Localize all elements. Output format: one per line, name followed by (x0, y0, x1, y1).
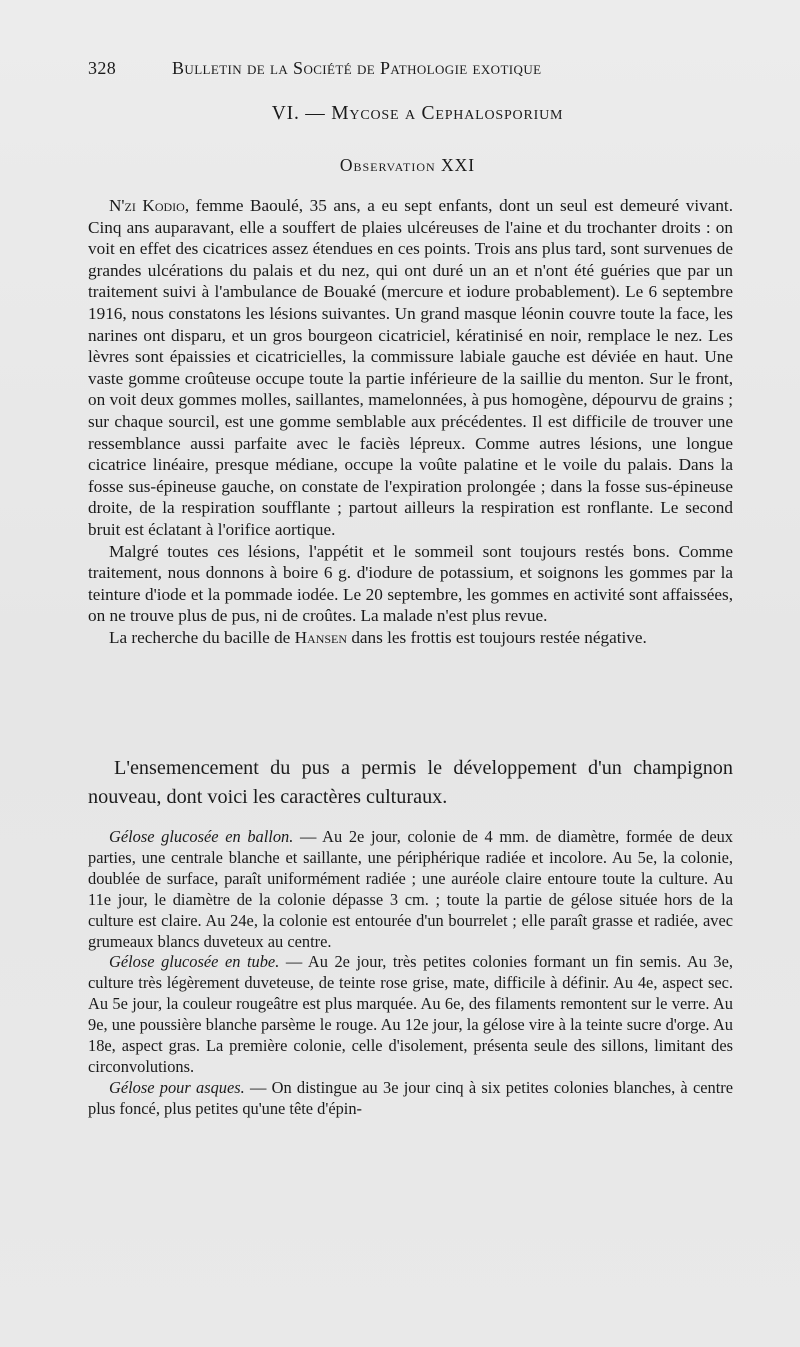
culture-asques-paragraph (88, 1078, 733, 1120)
culture-asques-text: — On distingue au 3e jour cinq à six petites colonies blanches, à centre plus foncé, plus petites qu'une tête d'épin- (88, 1077, 733, 1118)
page-number: 328 (88, 58, 117, 78)
case-paragraph-1 (88, 195, 733, 541)
culture-ballon-text: — Au 2e jour, colonie de 4 mm. de diamètre, formée de deux parties, une centrale blanche et saillante, une périphérique radiée et incolore. Au 5e, la colonie, doublée de surface, paraît uniformément radiée ; une auréole claire entoure toute la culture. Au 11e jour, le diamètre de la colonie dépasse 3 cm. ; toute la partie de gélose située hors de la culture est claire. Au 24e, la colonie est entourée d'un bourrelet ; elle paraît grasse et radiée, avec grumeaux blancs duveteux au centre. (88, 827, 733, 951)
culture-tube-text: — Au 2e jour, très petites colonies formant un fin semis. Au 3e, culture très légèrement duveteuse, de teinte rose grise, mate, difficile à définir. Au 4e, aspect sec. Au 5e jour, la couleur rougeâtre est plus marquée. Au 6e, des filaments remontent sur le verre. Au 9e, une poussière blanche parsème le rouge. Au 12e jour, la gélose vire à la teinte sucre d'orge. Au 18e, aspect gras. La première colonie, celle d'isolement, présenta seule des sillons, limitant des circonvolutions. (88, 952, 733, 1076)
culture-ballon-paragraph (88, 827, 733, 952)
journal-title: Bulletin de la Société de Pathologie exotique (172, 58, 542, 78)
case-paragraph-3-text-b: dans les frottis est toujours restée négative. (347, 627, 647, 647)
culture-ballon-label: Gélose glucosée en ballon. (109, 827, 294, 846)
hansen-name: Hansen (294, 627, 348, 647)
culture-descriptions (88, 827, 733, 1120)
running-header (88, 58, 748, 79)
case-paragraph-3 (88, 627, 733, 649)
case-paragraph-1-text: , femme Baoulé, 35 ans, a eu sept enfants, dont un seul est demeuré vivant. Cinq ans auparavant, elle a souffert de plaies ulcéreuses de l'aine et du trochanter droits : on voit en effet des cicatrices assez étendues en ces points. Trois ans plus tard, sont survenues de grandes ulcérations du palais et du nez, qui ont duré un an et n'ont été guéries que par un traitement suivi à l'ambulance de Bouaké (mercure et iodure probablement). Le 6 septembre 1916, nous constatons les lésions suivantes. Un grand masque léonin couvre toute la face, les narines ont disparu, et un gros bourgeon cicatriciel, kératinisé en noir, remplace le nez. Les lèvres sont épaissies et cicatricielles, la commissure labiale gauche est déviée en haut. Une vaste gomme croûteuse occupe toute la partie inférieure de la saillie du menton. Sur le front, on voit deux gommes molles, saillantes, mamelonnées, à pus homogène, dépourvu de grains ; sur chaque sourcil, est une gomme semblable aux précédentes. Il est difficile de trouver une ressemblance aussi parfaite avec le faciès lépreux. Comme autres lésions, une longue cicatrice linéaire, presque médiane, occupe la voûte palatine et le voile du palais. Dans la fosse sus-épineuse gauche, on constate de l'expiration prolongée ; dans la fosse sus-épineuse droite, de la respiration soufflante ; partout ailleurs la respiration est ronflante. Le second bruit est éclatant à l'orifice aortique. (88, 196, 733, 539)
case-paragraph-2: Malgré toutes ces lésions, l'appétit et le sommeil sont toujours restés bons. Comme traitement, nous donnons à boire 6 g. d'iodure de potassium, et soignons les gommes par la teinture d'iode et la pommade iodée. Le 20 septembre, les gommes en activité sont affaissées, on ne trouve plus de pus, ni de croûtes. La malade n'est plus revue. (88, 541, 733, 626)
observation-title: Observation XXI (339, 155, 476, 175)
culture-tube-label: Gélose glucosée en tube. (109, 952, 280, 972)
case-report (88, 195, 733, 648)
case-paragraph-3-text-a: La recherche du bacille de (109, 627, 295, 647)
culture-intro (88, 754, 733, 811)
culture-intro-paragraph: L'ensemencement du pus a permis le développement d'un champignon nouveau, dont voici les caractères culturaux. (88, 757, 733, 808)
culture-asques-label: Gélose pour asques. (109, 1077, 245, 1097)
patient-name: N'zi Kodio (109, 196, 185, 215)
section-title: VI. — Mycose a Cephalosporium (271, 103, 564, 124)
culture-tube-paragraph (88, 952, 733, 1077)
